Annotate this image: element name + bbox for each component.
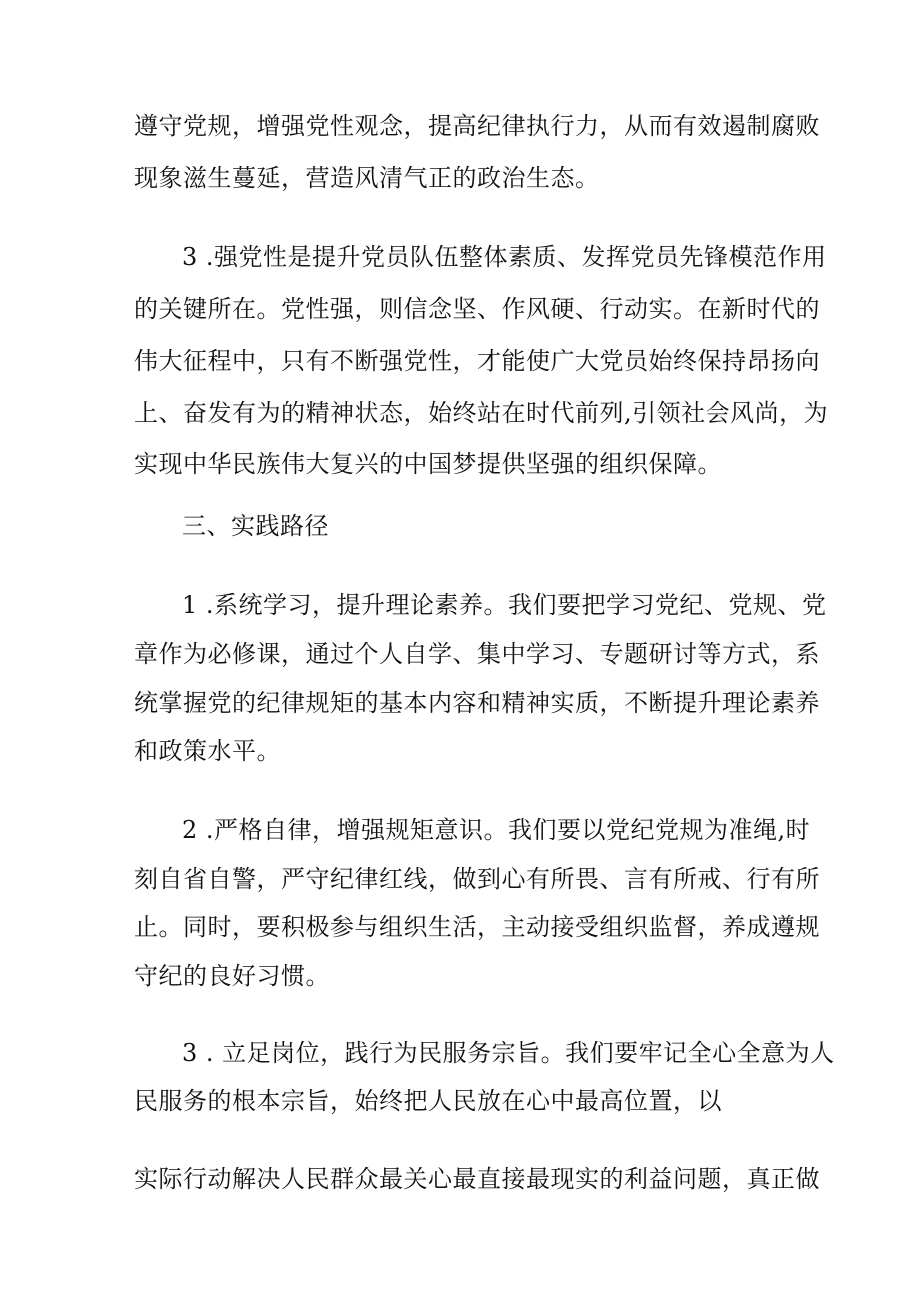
- text-line: 的关键所在。党性强，则信念坚、作风硬、行动实。在新时代的: [134, 295, 820, 323]
- text-line: 和政策水平。: [134, 737, 281, 765]
- text-line: 守纪的良好习惯。: [134, 962, 330, 990]
- text-line: 上、奋发有为的精神状态，始终站在时代前列,引领社会风尚，为: [134, 399, 829, 427]
- section-heading: 三、实践路径: [182, 512, 329, 540]
- text-line: 章作为必修课，通过个人自学、集中学习、专题研讨等方式，系: [134, 640, 820, 668]
- text-line: 刻自省自警，严守纪律红线，做到心有所畏、言有所戒、行有所: [134, 865, 820, 893]
- text-line: 实现中华民族伟大复兴的中国梦提供坚强的组织保障。: [134, 450, 722, 478]
- text-line: 民服务的根本宗旨，始终把人民放在心中最高位置，以: [134, 1087, 722, 1115]
- text-line: 3 . 立足岗位，践行为民服务宗旨。我们要牢记全心全意为人: [182, 1039, 835, 1067]
- text-line: 遵守党规，增强党性观念，提高纪律执行力，从而有效遏制腐败: [134, 112, 820, 140]
- text-line: 现象滋生蔓延，营造风清气正的政治生态。: [134, 164, 600, 192]
- text-line: 伟大征程中，只有不断强党性，才能使广大党员始终保持昂扬向: [134, 347, 820, 375]
- text-line: 2 .严格自律，增强规矩意识。我们要以党纪党规为准绳,时: [182, 816, 811, 844]
- text-line: 统掌握党的纪律规矩的基本内容和精神实质，不断提升理论素养: [134, 689, 820, 717]
- text-line: 实际行动解决人民群众最关心最直接最现实的利益问题，真正做: [134, 1165, 820, 1193]
- text-line: 止。同时，要积极参与组织生活，主动接受组织监督，养成遵规: [134, 913, 820, 941]
- text-line: 1 .系统学习，提升理论素养。我们要把学习党纪、党规、党: [182, 591, 827, 619]
- text-line: 3 .强党性是提升党员队伍整体素质、发挥党员先锋模范作用: [182, 243, 827, 271]
